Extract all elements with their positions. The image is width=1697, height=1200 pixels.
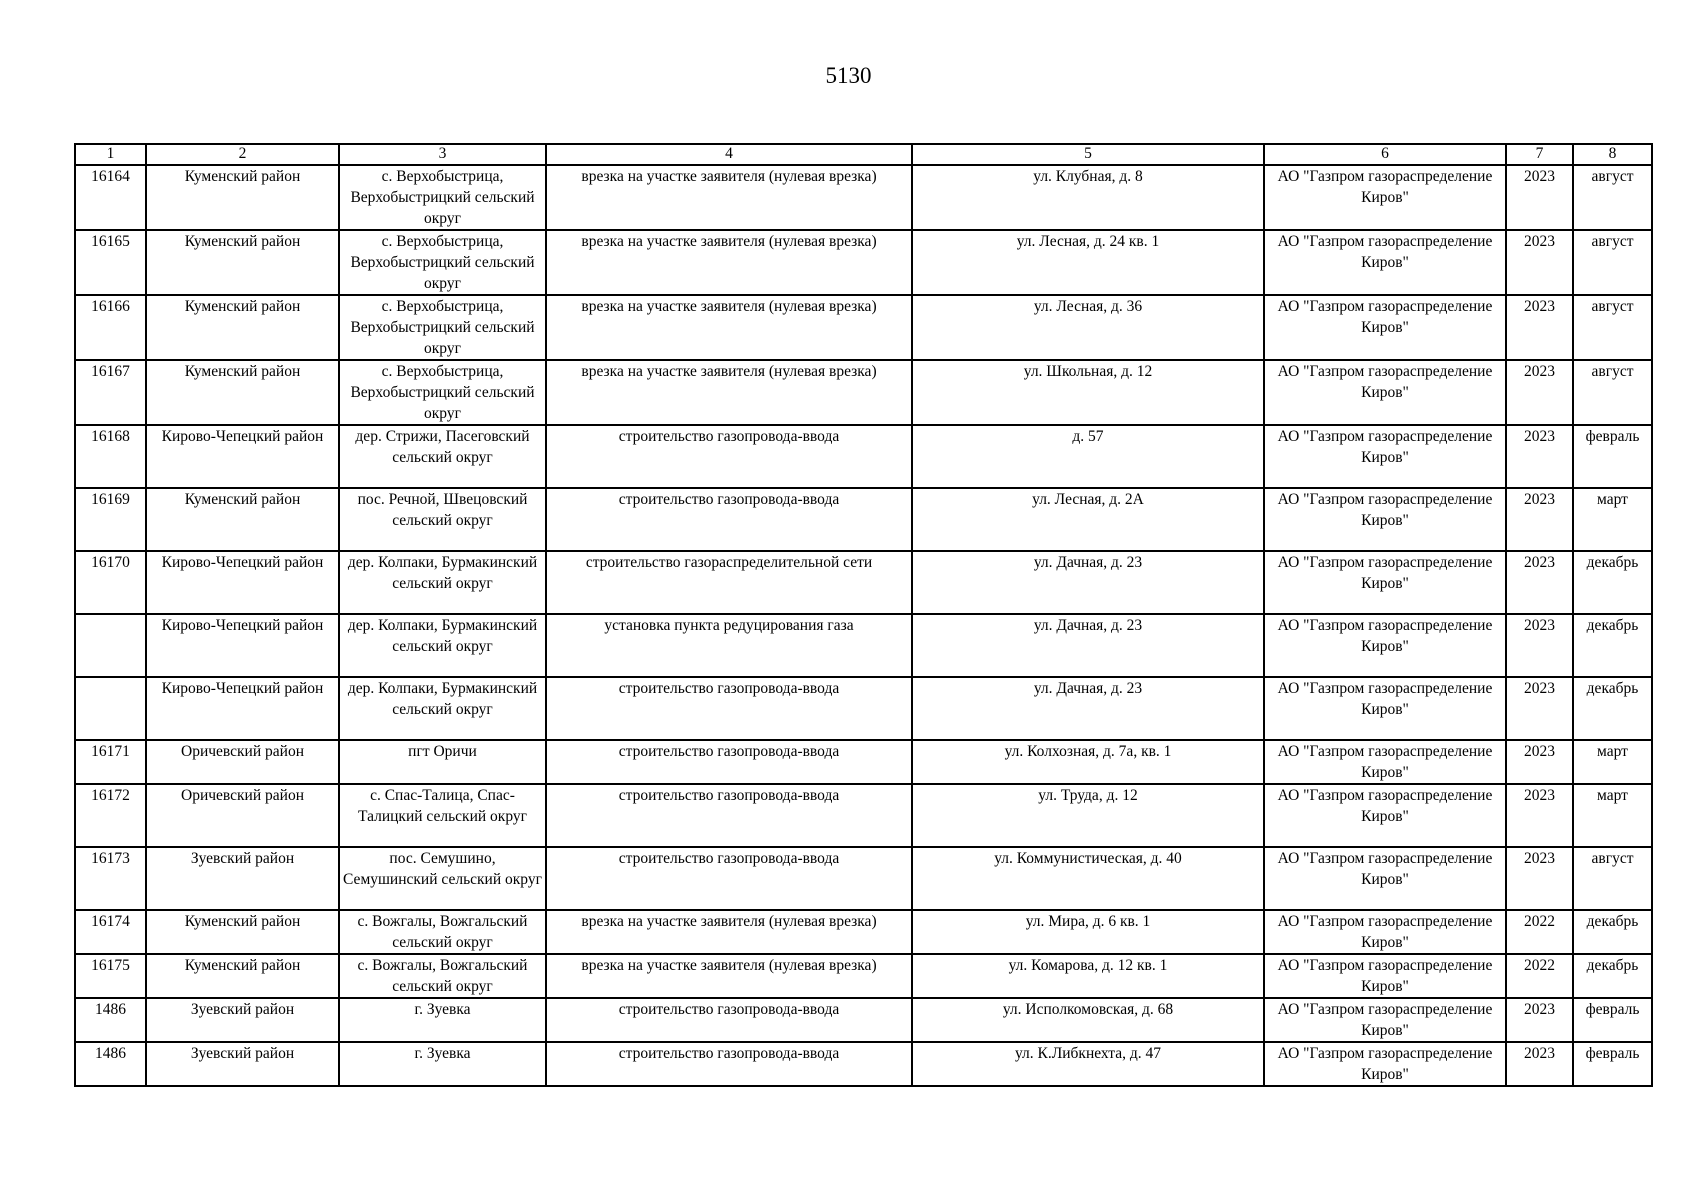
cell-settlement: пгт Оричи: [339, 740, 546, 784]
cell-number: 16169: [75, 488, 146, 551]
cell-month: февраль: [1573, 425, 1652, 488]
cell-year: 2022: [1506, 910, 1573, 954]
cell-organization: АО "Газпром газораспределение Киров": [1264, 954, 1506, 998]
cell-year: 2023: [1506, 488, 1573, 551]
table-row: [75, 230, 1652, 295]
cell-settlement: с. Верхобыстрица, Верхобыстрицкий сельский округ: [339, 165, 546, 230]
cell-district: Куменский район: [146, 295, 339, 360]
cell-organization: АО "Газпром газораспределение Киров": [1264, 295, 1506, 360]
cell-district: Зуевский район: [146, 1042, 339, 1086]
cell-work-type: строительство газопровода-ввода: [546, 998, 912, 1042]
page-number: 5130: [825, 63, 872, 88]
cell-month: февраль: [1573, 1042, 1652, 1086]
header-row: [75, 144, 1652, 165]
table-row: [75, 165, 1652, 230]
cell-organization: АО "Газпром газораспределение Киров": [1264, 910, 1506, 954]
cell-organization: АО "Газпром газораспределение Киров": [1264, 847, 1506, 910]
table-row: [75, 740, 1652, 784]
cell-year: 2023: [1506, 998, 1573, 1042]
cell-work-type: строительство газораспределительной сети: [546, 551, 912, 614]
cell-year: 2023: [1506, 230, 1573, 295]
cell-settlement: дер. Стрижи, Пасеговский сельский округ: [339, 425, 546, 488]
cell-district: Куменский район: [146, 910, 339, 954]
table-row: [75, 847, 1652, 910]
cell-month: август: [1573, 360, 1652, 425]
cell-settlement: г. Зуевка: [339, 1042, 546, 1086]
table-row: [75, 360, 1652, 425]
cell-settlement: дер. Колпаки, Бурмакинский сельский округ: [339, 551, 546, 614]
cell-address: ул. Лесная, д. 2А: [912, 488, 1264, 551]
cell-district: Куменский район: [146, 488, 339, 551]
cell-number: 16167: [75, 360, 146, 425]
cell-address: ул. Лесная, д. 24 кв. 1: [912, 230, 1264, 295]
table-row: [75, 677, 1652, 740]
cell-district: Кирово-Чепецкий район: [146, 425, 339, 488]
cell-work-type: установка пункта редуцирования газа: [546, 614, 912, 677]
cell-organization: АО "Газпром газораспределение Киров": [1264, 677, 1506, 740]
cell-number: 1486: [75, 1042, 146, 1086]
table-row: [75, 784, 1652, 847]
table-row: [75, 551, 1652, 614]
cell-month: декабрь: [1573, 551, 1652, 614]
cell-year: 2023: [1506, 295, 1573, 360]
cell-address: ул. Коммунистическая, д. 40: [912, 847, 1264, 910]
cell-address: д. 57: [912, 425, 1264, 488]
cell-settlement: дер. Колпаки, Бурмакинский сельский округ: [339, 677, 546, 740]
cell-year: 2023: [1506, 360, 1573, 425]
cell-month: август: [1573, 847, 1652, 910]
cell-district: Оричевский район: [146, 784, 339, 847]
cell-month: декабрь: [1573, 677, 1652, 740]
cell-number: 16171: [75, 740, 146, 784]
cell-month: март: [1573, 784, 1652, 847]
cell-month: декабрь: [1573, 954, 1652, 998]
cell-year: 2022: [1506, 954, 1573, 998]
cell-settlement: дер. Колпаки, Бурмакинский сельский округ: [339, 614, 546, 677]
cell-month: март: [1573, 740, 1652, 784]
cell-year: 2023: [1506, 847, 1573, 910]
cell-district: Куменский район: [146, 360, 339, 425]
table-row: [75, 614, 1652, 677]
cell-address: ул. Комарова, д. 12 кв. 1: [912, 954, 1264, 998]
cell-district: Зуевский район: [146, 998, 339, 1042]
cell-organization: АО "Газпром газораспределение Киров": [1264, 551, 1506, 614]
cell-settlement: с. Верхобыстрица, Верхобыстрицкий сельский округ: [339, 360, 546, 425]
cell-work-type: строительство газопровода-ввода: [546, 677, 912, 740]
cell-number: 16174: [75, 910, 146, 954]
column-header: 3: [339, 144, 546, 165]
cell-organization: АО "Газпром газораспределение Киров": [1264, 488, 1506, 551]
cell-number: 16164: [75, 165, 146, 230]
cell-month: март: [1573, 488, 1652, 551]
cell-district: Куменский район: [146, 954, 339, 998]
cell-work-type: строительство газопровода-ввода: [546, 784, 912, 847]
cell-settlement: с. Вожгалы, Вожгальский сельский округ: [339, 954, 546, 998]
column-header: 5: [912, 144, 1264, 165]
table-row: [75, 954, 1652, 998]
cell-organization: АО "Газпром газораспределение Киров": [1264, 740, 1506, 784]
cell-district: Кирово-Чепецкий район: [146, 614, 339, 677]
cell-settlement: пос. Семушино, Семушинский сельский округ: [339, 847, 546, 910]
cell-settlement: с. Спас-Талица, Спас-Талицкий сельский округ: [339, 784, 546, 847]
cell-organization: АО "Газпром газораспределение Киров": [1264, 614, 1506, 677]
cell-year: 2023: [1506, 677, 1573, 740]
cell-work-type: врезка на участке заявителя (нулевая врезка): [546, 360, 912, 425]
table-row: [75, 910, 1652, 954]
cell-organization: АО "Газпром газораспределение Киров": [1264, 425, 1506, 488]
table-row: [75, 998, 1652, 1042]
cell-address: ул. Дачная, д. 23: [912, 677, 1264, 740]
cell-month: август: [1573, 230, 1652, 295]
cell-district: Кирово-Чепецкий район: [146, 677, 339, 740]
table-row: [75, 425, 1652, 488]
cell-organization: АО "Газпром газораспределение Киров": [1264, 1042, 1506, 1086]
cell-address: ул. Клубная, д. 8: [912, 165, 1264, 230]
cell-settlement: г. Зуевка: [339, 998, 546, 1042]
cell-month: август: [1573, 165, 1652, 230]
cell-number: 16168: [75, 425, 146, 488]
cell-year: 2023: [1506, 551, 1573, 614]
cell-district: Кирово-Чепецкий район: [146, 551, 339, 614]
cell-work-type: строительство газопровода-ввода: [546, 488, 912, 551]
cell-work-type: строительство газопровода-ввода: [546, 847, 912, 910]
cell-organization: АО "Газпром газораспределение Киров": [1264, 998, 1506, 1042]
cell-organization: АО "Газпром газораспределение Киров": [1264, 165, 1506, 230]
cell-settlement: с. Верхобыстрица, Верхобыстрицкий сельский округ: [339, 295, 546, 360]
column-header: 6: [1264, 144, 1506, 165]
cell-district: Куменский район: [146, 230, 339, 295]
cell-district: Оричевский район: [146, 740, 339, 784]
cell-month: декабрь: [1573, 910, 1652, 954]
cell-work-type: строительство газопровода-ввода: [546, 1042, 912, 1086]
cell-month: декабрь: [1573, 614, 1652, 677]
cell-address: ул. Школьная, д. 12: [912, 360, 1264, 425]
cell-address: ул. Лесная, д. 36: [912, 295, 1264, 360]
cell-year: 2023: [1506, 165, 1573, 230]
cell-year: 2023: [1506, 740, 1573, 784]
cell-number: [75, 677, 146, 740]
column-header: 7: [1506, 144, 1573, 165]
cell-work-type: врезка на участке заявителя (нулевая врезка): [546, 230, 912, 295]
cell-number: 1486: [75, 998, 146, 1042]
column-header: 2: [146, 144, 339, 165]
cell-number: 16173: [75, 847, 146, 910]
cell-settlement: с. Верхобыстрица, Верхобыстрицкий сельский округ: [339, 230, 546, 295]
cell-address: ул. К.Либкнехта, д. 47: [912, 1042, 1264, 1086]
cell-district: Зуевский район: [146, 847, 339, 910]
cell-work-type: строительство газопровода-ввода: [546, 425, 912, 488]
table-row: [75, 295, 1652, 360]
cell-address: ул. Дачная, д. 23: [912, 614, 1264, 677]
cell-address: ул. Дачная, д. 23: [912, 551, 1264, 614]
cell-settlement: с. Вожгалы, Вожгальский сельский округ: [339, 910, 546, 954]
cell-organization: АО "Газпром газораспределение Киров": [1264, 360, 1506, 425]
cell-address: ул. Мира, д. 6 кв. 1: [912, 910, 1264, 954]
cell-organization: АО "Газпром газораспределение Киров": [1264, 784, 1506, 847]
cell-year: 2023: [1506, 784, 1573, 847]
cell-number: 16170: [75, 551, 146, 614]
cell-year: 2023: [1506, 1042, 1573, 1086]
cell-work-type: врезка на участке заявителя (нулевая врезка): [546, 954, 912, 998]
cell-year: 2023: [1506, 614, 1573, 677]
cell-month: февраль: [1573, 998, 1652, 1042]
cell-number: 16175: [75, 954, 146, 998]
registry-table: [74, 143, 1653, 1087]
cell-district: Куменский район: [146, 165, 339, 230]
cell-number: 16166: [75, 295, 146, 360]
cell-number: 16172: [75, 784, 146, 847]
cell-number: [75, 614, 146, 677]
table-row: [75, 488, 1652, 551]
cell-year: 2023: [1506, 425, 1573, 488]
cell-work-type: врезка на участке заявителя (нулевая врезка): [546, 295, 912, 360]
cell-month: август: [1573, 295, 1652, 360]
cell-work-type: врезка на участке заявителя (нулевая врезка): [546, 910, 912, 954]
table-row: [75, 1042, 1652, 1086]
cell-settlement: пос. Речной, Швецовский сельский округ: [339, 488, 546, 551]
cell-work-type: врезка на участке заявителя (нулевая врезка): [546, 165, 912, 230]
column-header: 1: [75, 144, 146, 165]
cell-number: 16165: [75, 230, 146, 295]
cell-work-type: строительство газопровода-ввода: [546, 740, 912, 784]
column-header: 8: [1573, 144, 1652, 165]
cell-address: ул. Исполкомовская, д. 68: [912, 998, 1264, 1042]
cell-organization: АО "Газпром газораспределение Киров": [1264, 230, 1506, 295]
cell-address: ул. Труда, д. 12: [912, 784, 1264, 847]
cell-address: ул. Колхозная, д. 7а, кв. 1: [912, 740, 1264, 784]
column-header: 4: [546, 144, 912, 165]
